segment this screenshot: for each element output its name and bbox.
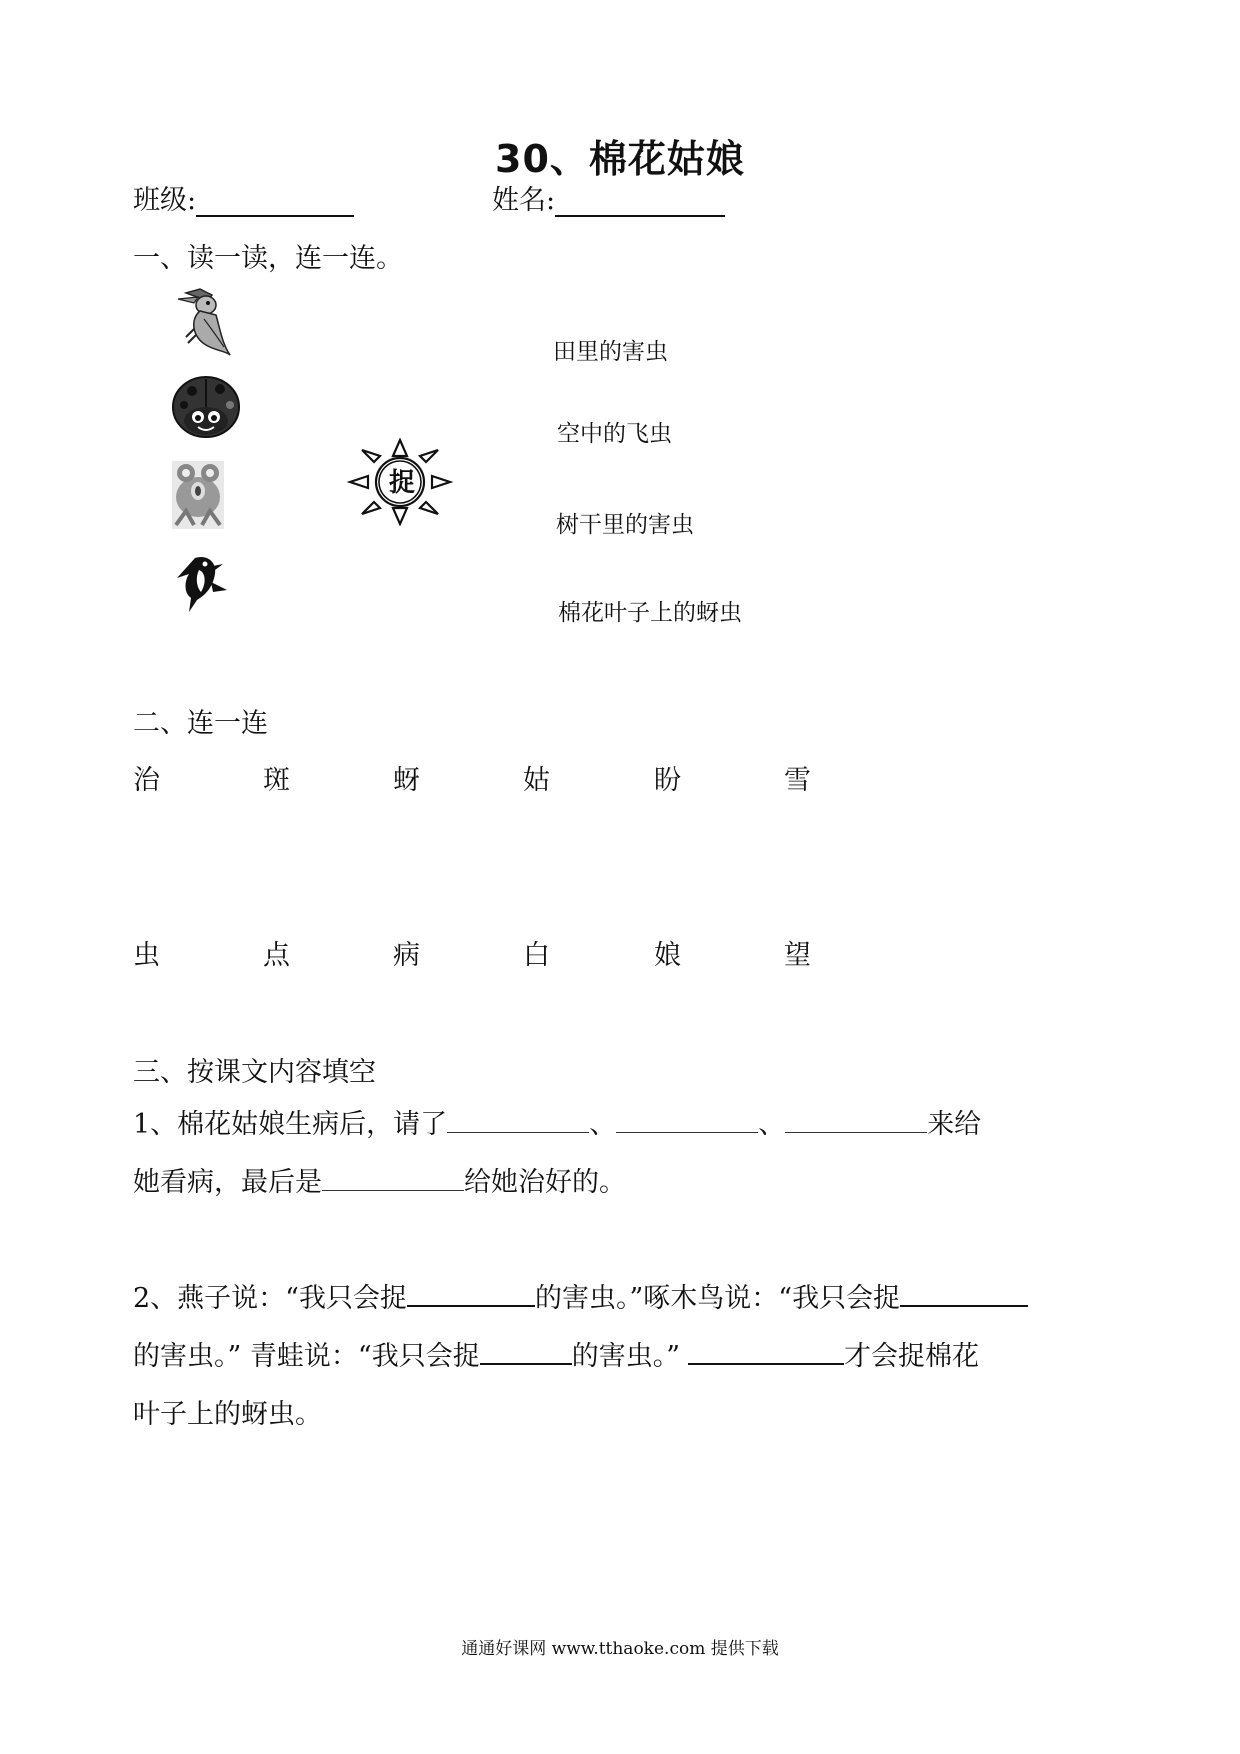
top-char: 治 (133, 765, 160, 796)
ladybug-icon (170, 375, 244, 439)
bottom-char: 望 (784, 940, 811, 971)
section1-heading: 一、读一读，连一连。 (133, 243, 403, 274)
center-character: 捉 (388, 468, 415, 498)
section3-heading: 三、按课文内容填空 (133, 1057, 376, 1088)
top-char: 盼 (654, 765, 681, 796)
option-flying-insects: 空中的飞虫 (557, 421, 672, 447)
q1-text: 来给 (927, 1109, 982, 1140)
q2-blank-1[interactable] (407, 1304, 535, 1307)
top-char: 斑 (263, 765, 290, 796)
q1-text: 1、棉花姑娘生病后，请了 (133, 1109, 448, 1140)
q2-text: 的害虫。”啄木鸟说：“我只会捉 (534, 1283, 901, 1314)
bottom-char: 点 (263, 940, 290, 971)
option-trunk-pests: 树干里的害虫 (556, 512, 694, 538)
q1-blank-3[interactable] (785, 1131, 927, 1133)
class-input-line[interactable] (196, 185, 354, 217)
top-char: 蚜 (393, 765, 420, 796)
q2-text: 才会捉棉花 (844, 1341, 980, 1372)
q2-text: 的害虫。” 青蛙说：“我只会捉 (133, 1341, 480, 1372)
q2-line3: 叶子上的蚜虫。 (133, 1399, 322, 1430)
q1-sep: 、 (758, 1109, 786, 1140)
q1-blank-2[interactable] (616, 1131, 758, 1133)
q1-line2 (133, 1168, 626, 1198)
q1-line1 (133, 1110, 981, 1140)
q1-text: 她看病，最后是 (133, 1167, 322, 1198)
top-char: 姑 (523, 765, 550, 796)
bottom-char: 病 (393, 940, 420, 971)
q2-line1 (133, 1284, 1028, 1314)
q1-sep: 、 (589, 1109, 617, 1140)
bottom-char: 娘 (654, 940, 681, 971)
q1-blank-4[interactable] (322, 1189, 464, 1191)
q2-text: 2、燕子说：“我只会捉 (133, 1283, 407, 1314)
q2-blank-2[interactable] (900, 1304, 1028, 1307)
q2-blank-4[interactable] (688, 1362, 844, 1365)
name-input-line[interactable] (555, 185, 725, 217)
class-field (133, 178, 354, 217)
class-label: 班级: (133, 185, 197, 216)
frog-icon (172, 461, 224, 529)
q1-text: 给她治好的。 (464, 1167, 626, 1198)
option-field-pests: 田里的害虫 (553, 339, 668, 365)
q2-blank-3[interactable] (480, 1362, 572, 1365)
bottom-char: 虫 (133, 940, 160, 971)
top-char: 雪 (784, 765, 811, 796)
option-aphids: 棉花叶子上的蚜虫 (558, 600, 742, 626)
q1-blank-1[interactable] (447, 1131, 589, 1133)
page-title: 30、棉花姑娘 (495, 137, 745, 181)
swallow-icon (173, 552, 229, 614)
footer-text: 通通好课网 www.tthaoke.com 提供下载 (461, 1639, 779, 1659)
woodpecker-icon (172, 285, 234, 359)
q2-line2 (133, 1342, 979, 1372)
name-label: 姓名: (492, 185, 556, 216)
section2-heading: 二、连一连 (133, 708, 268, 739)
bottom-char: 白 (523, 940, 550, 971)
name-field (492, 178, 725, 217)
q2-text: 的害虫。” (571, 1341, 681, 1372)
